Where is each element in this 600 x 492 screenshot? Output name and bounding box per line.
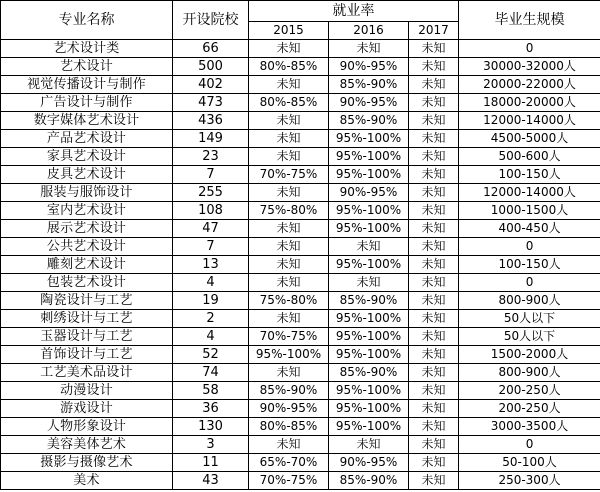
cell-rate-2015: 75%-80%: [249, 292, 329, 310]
cell-schools: 58: [173, 382, 249, 400]
cell-major: 玉器设计与工艺: [1, 328, 173, 346]
table-row: [1, 310, 600, 328]
cell-rate-2015: 未知: [249, 364, 329, 382]
cell-major: 公共艺术设计: [1, 238, 173, 256]
cell-schools: 7: [173, 166, 249, 184]
cell-rate-2017: 未知: [409, 184, 459, 202]
table-row: [1, 148, 600, 166]
table-row: [1, 184, 600, 202]
cell-rate-2016: 95%-100%: [329, 328, 409, 346]
cell-graduates: 1500-2000人: [459, 346, 600, 364]
cell-major: 美术: [1, 472, 173, 490]
cell-schools: 500: [173, 58, 249, 76]
cell-rate-2017: 未知: [409, 202, 459, 220]
cell-schools: 52: [173, 346, 249, 364]
table-row: [1, 274, 600, 292]
cell-rate-2017: 未知: [409, 40, 459, 58]
cell-major: 展示艺术设计: [1, 220, 173, 238]
cell-rate-2017: 未知: [409, 418, 459, 436]
cell-major: 包装艺术设计: [1, 274, 173, 292]
cell-rate-2017: 未知: [409, 220, 459, 238]
table-row: [1, 166, 600, 184]
cell-graduates: 18000-20000人: [459, 94, 600, 112]
cell-rate-2016: 未知: [329, 436, 409, 454]
cell-graduates: 50人以下: [459, 310, 600, 328]
cell-rate-2017: 未知: [409, 436, 459, 454]
cell-schools: 402: [173, 76, 249, 94]
cell-rate-2016: 95%-100%: [329, 382, 409, 400]
header-year-2015: 2015: [249, 22, 329, 40]
cell-schools: 23: [173, 148, 249, 166]
cell-rate-2017: 未知: [409, 328, 459, 346]
cell-rate-2016: 85%-90%: [329, 76, 409, 94]
cell-major: 服装与服饰设计: [1, 184, 173, 202]
cell-rate-2017: 未知: [409, 58, 459, 76]
cell-rate-2017: 未知: [409, 346, 459, 364]
cell-rate-2015: 未知: [249, 238, 329, 256]
table-header: [1, 1, 600, 40]
cell-rate-2015: 95%-100%: [249, 346, 329, 364]
cell-major: 工艺美术品设计: [1, 364, 173, 382]
cell-rate-2017: 未知: [409, 112, 459, 130]
cell-graduates: 0: [459, 436, 600, 454]
cell-rate-2016: 95%-100%: [329, 220, 409, 238]
cell-major: 刺绣设计与工艺: [1, 310, 173, 328]
cell-rate-2017: 未知: [409, 166, 459, 184]
table-row: [1, 40, 600, 58]
cell-rate-2015: 未知: [249, 436, 329, 454]
cell-major: 皮具艺术设计: [1, 166, 173, 184]
cell-rate-2015: 90%-95%: [249, 400, 329, 418]
cell-major: 艺术设计类: [1, 40, 173, 58]
cell-rate-2015: 未知: [249, 112, 329, 130]
header-employment-rate: 就业率: [249, 1, 459, 22]
cell-rate-2016: 95%-100%: [329, 130, 409, 148]
cell-graduates: 800-900人: [459, 292, 600, 310]
cell-major: 美容美体艺术: [1, 436, 173, 454]
cell-schools: 149: [173, 130, 249, 148]
cell-graduates: 3000-3500人: [459, 418, 600, 436]
cell-rate-2015: 80%-85%: [249, 58, 329, 76]
cell-rate-2015: 65%-70%: [249, 454, 329, 472]
table-row: [1, 112, 600, 130]
cell-graduates: 500-600人: [459, 148, 600, 166]
cell-rate-2016: 85%-90%: [329, 112, 409, 130]
cell-rate-2015: 85%-90%: [249, 382, 329, 400]
cell-graduates: 30000-32000人: [459, 58, 600, 76]
cell-rate-2015: 未知: [249, 130, 329, 148]
cell-rate-2015: 70%-75%: [249, 166, 329, 184]
header-graduates: 毕业生规模: [459, 1, 600, 40]
cell-graduates: 0: [459, 238, 600, 256]
cell-graduates: 100-150人: [459, 166, 600, 184]
cell-rate-2016: 95%-100%: [329, 202, 409, 220]
cell-rate-2015: 未知: [249, 256, 329, 274]
cell-rate-2016: 95%-100%: [329, 346, 409, 364]
cell-rate-2016: 95%-100%: [329, 148, 409, 166]
cell-rate-2017: 未知: [409, 310, 459, 328]
cell-rate-2016: 90%-95%: [329, 94, 409, 112]
cell-rate-2017: 未知: [409, 238, 459, 256]
cell-graduates: 100-150人: [459, 256, 600, 274]
cell-rate-2015: 未知: [249, 310, 329, 328]
cell-rate-2017: 未知: [409, 256, 459, 274]
header-year-2017: 2017: [409, 22, 459, 40]
header-schools: 开设院校: [173, 1, 249, 40]
cell-graduates: 50人以下: [459, 328, 600, 346]
cell-rate-2015: 未知: [249, 184, 329, 202]
cell-major: 室内艺术设计: [1, 202, 173, 220]
cell-schools: 3: [173, 436, 249, 454]
cell-rate-2016: 未知: [329, 274, 409, 292]
cell-schools: 255: [173, 184, 249, 202]
cell-graduates: 200-250人: [459, 400, 600, 418]
cell-graduates: 0: [459, 40, 600, 58]
cell-rate-2017: 未知: [409, 454, 459, 472]
cell-graduates: 1000-1500人: [459, 202, 600, 220]
cell-major: 视觉传播设计与制作: [1, 76, 173, 94]
cell-rate-2015: 未知: [249, 148, 329, 166]
cell-schools: 2: [173, 310, 249, 328]
table-row: [1, 76, 600, 94]
cell-rate-2016: 未知: [329, 238, 409, 256]
cell-major: 陶瓷设计与工艺: [1, 292, 173, 310]
cell-graduates: 800-900人: [459, 364, 600, 382]
cell-rate-2015: 未知: [249, 76, 329, 94]
cell-major: 广告设计与制作: [1, 94, 173, 112]
cell-schools: 43: [173, 472, 249, 490]
cell-schools: 7: [173, 238, 249, 256]
cell-rate-2016: 85%-90%: [329, 292, 409, 310]
cell-rate-2016: 85%-90%: [329, 364, 409, 382]
cell-rate-2016: 95%-100%: [329, 166, 409, 184]
cell-rate-2017: 未知: [409, 94, 459, 112]
cell-graduates: 20000-22000人: [459, 76, 600, 94]
cell-schools: 74: [173, 364, 249, 382]
cell-schools: 436: [173, 112, 249, 130]
cell-schools: 36: [173, 400, 249, 418]
cell-major: 游戏设计: [1, 400, 173, 418]
table-row: [1, 58, 600, 76]
table-row: [1, 364, 600, 382]
cell-rate-2016: 95%-100%: [329, 400, 409, 418]
cell-graduates: 250-300人: [459, 472, 600, 490]
table-row: [1, 130, 600, 148]
cell-rate-2017: 未知: [409, 472, 459, 490]
cell-rate-2015: 70%-75%: [249, 472, 329, 490]
table-row: [1, 400, 600, 418]
cell-rate-2016: 95%-100%: [329, 256, 409, 274]
cell-rate-2017: 未知: [409, 400, 459, 418]
cell-rate-2017: 未知: [409, 292, 459, 310]
table-row: [1, 292, 600, 310]
cell-rate-2017: 未知: [409, 130, 459, 148]
table-row: [1, 346, 600, 364]
cell-schools: 11: [173, 454, 249, 472]
cell-major: 雕刻艺术设计: [1, 256, 173, 274]
table-row: [1, 436, 600, 454]
cell-graduates: 12000-14000人: [459, 184, 600, 202]
cell-schools: 19: [173, 292, 249, 310]
cell-rate-2016: 95%-100%: [329, 310, 409, 328]
cell-rate-2016: 90%-95%: [329, 184, 409, 202]
table-row: [1, 94, 600, 112]
cell-major: 产品艺术设计: [1, 130, 173, 148]
cell-schools: 47: [173, 220, 249, 238]
cell-graduates: 12000-14000人: [459, 112, 600, 130]
cell-graduates: 200-250人: [459, 382, 600, 400]
cell-graduates: 4500-5000人: [459, 130, 600, 148]
cell-rate-2016: 90%-95%: [329, 454, 409, 472]
cell-rate-2017: 未知: [409, 148, 459, 166]
cell-rate-2015: 未知: [249, 220, 329, 238]
cell-rate-2016: 85%-90%: [329, 472, 409, 490]
table-row: [1, 418, 600, 436]
cell-schools: 4: [173, 274, 249, 292]
table-row: [1, 382, 600, 400]
cell-rate-2016: 未知: [329, 40, 409, 58]
cell-rate-2015: 未知: [249, 40, 329, 58]
table-row: [1, 454, 600, 472]
cell-rate-2017: 未知: [409, 76, 459, 94]
cell-major: 摄影与摄像艺术: [1, 454, 173, 472]
cell-schools: 473: [173, 94, 249, 112]
cell-major: 数字媒体艺术设计: [1, 112, 173, 130]
cell-rate-2015: 75%-80%: [249, 202, 329, 220]
table-row: [1, 328, 600, 346]
cell-schools: 66: [173, 40, 249, 58]
cell-graduates: 400-450人: [459, 220, 600, 238]
cell-schools: 13: [173, 256, 249, 274]
table-row: [1, 256, 600, 274]
cell-rate-2017: 未知: [409, 364, 459, 382]
table-row: [1, 472, 600, 490]
cell-graduates: 50-100人: [459, 454, 600, 472]
cell-major: 首饰设计与工艺: [1, 346, 173, 364]
cell-major: 家具艺术设计: [1, 148, 173, 166]
header-year-2016: 2016: [329, 22, 409, 40]
table-body: [1, 40, 600, 490]
cell-rate-2017: 未知: [409, 382, 459, 400]
cell-major: 人物形象设计: [1, 418, 173, 436]
cell-major: 艺术设计: [1, 58, 173, 76]
cell-rate-2015: 80%-85%: [249, 94, 329, 112]
cell-rate-2015: 80%-85%: [249, 418, 329, 436]
cell-schools: 108: [173, 202, 249, 220]
cell-rate-2016: 90%-95%: [329, 58, 409, 76]
cell-schools: 4: [173, 328, 249, 346]
cell-schools: 130: [173, 418, 249, 436]
header-major: 专业名称: [1, 1, 173, 40]
cell-rate-2017: 未知: [409, 274, 459, 292]
cell-rate-2015: 未知: [249, 274, 329, 292]
table-row: [1, 220, 600, 238]
cell-graduates: 0: [459, 274, 600, 292]
table-row: [1, 202, 600, 220]
table-row: [1, 238, 600, 256]
cell-major: 动漫设计: [1, 382, 173, 400]
cell-rate-2016: 95%-100%: [329, 418, 409, 436]
cell-rate-2015: 70%-75%: [249, 328, 329, 346]
